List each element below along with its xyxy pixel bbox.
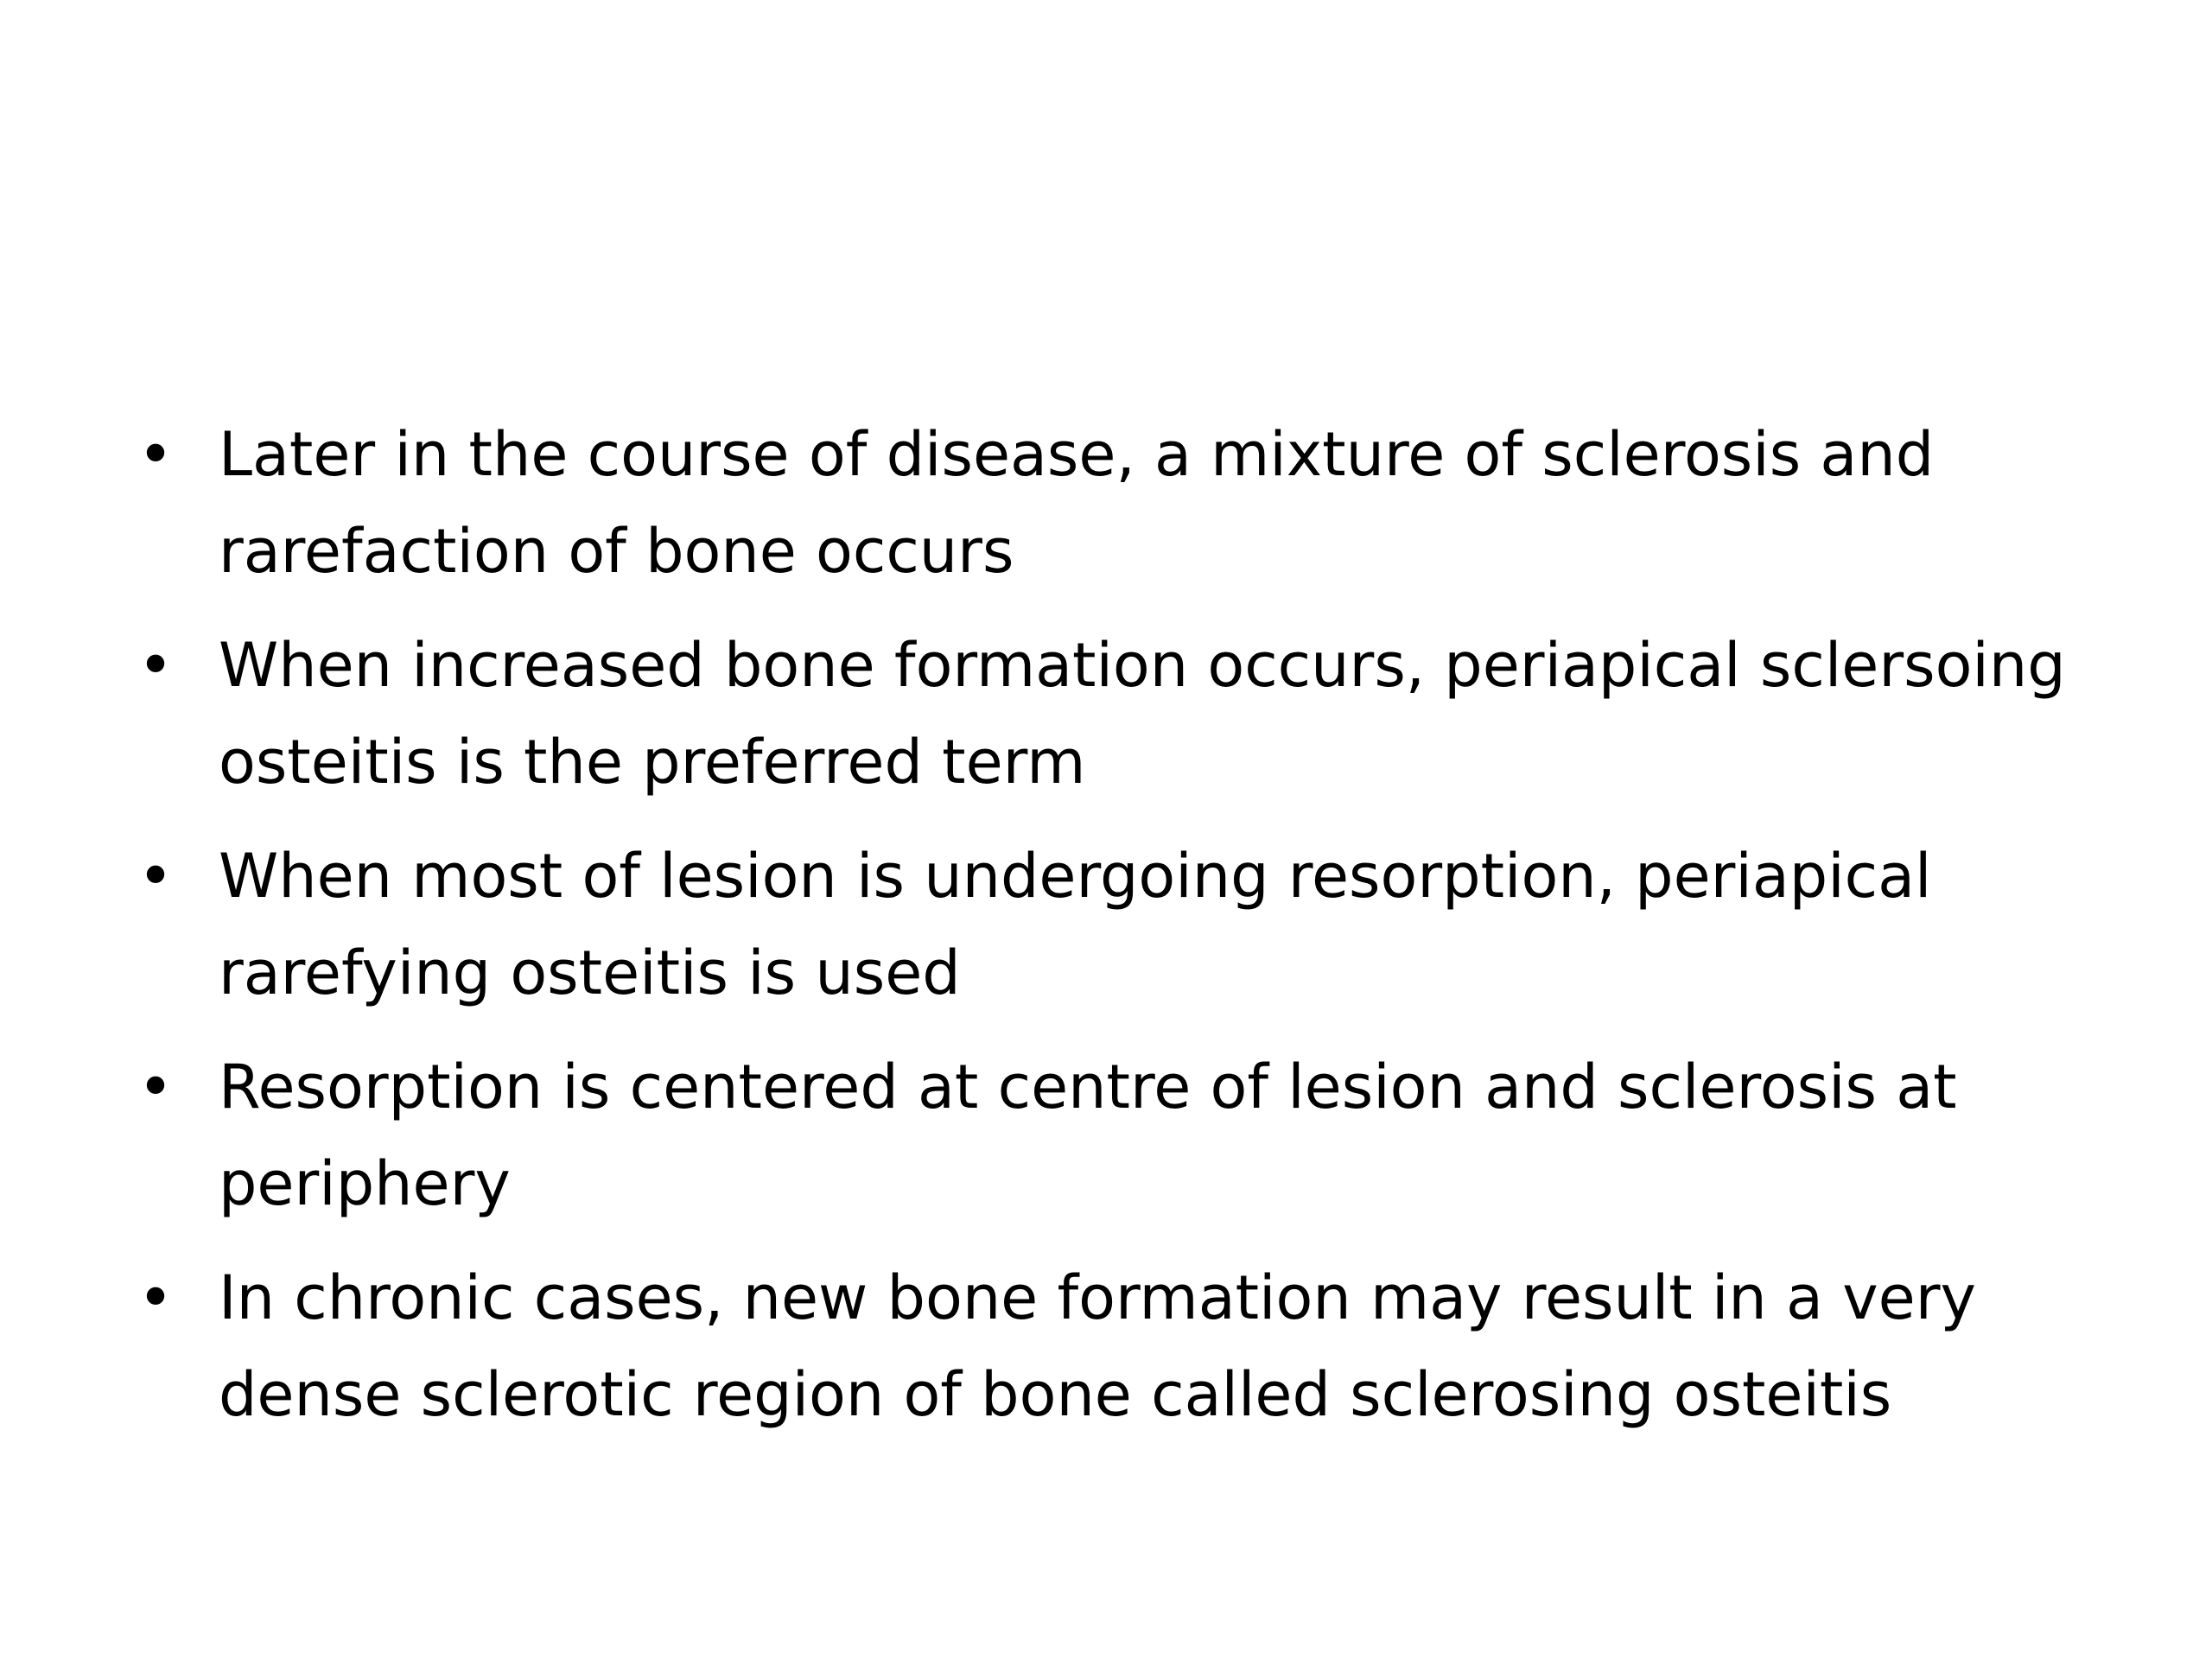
bullet-text: Later in the course of disease, a mixture of sclerosis and rarefaction of bone occurs (219, 419, 1935, 587)
bullet-text: Resorption is centered at centre of lesion and sclerosis at periphery (219, 1052, 1957, 1219)
bullet-item (130, 1249, 2117, 1443)
bullet-dot-icon: • (137, 630, 174, 701)
bullet-text: In chronic cases, new bone formation may result in a very dense sclerotic region of bone called sclerosing osteitis (219, 1262, 1976, 1430)
bullet-item (130, 617, 2117, 810)
bullet-dot-icon: • (137, 1052, 174, 1122)
bullet-item (130, 1039, 2117, 1232)
bullet-item (130, 828, 2117, 1021)
bullet-item (130, 406, 2117, 600)
bullet-dot-icon: • (137, 841, 174, 912)
bullet-dot-icon: • (137, 1262, 174, 1333)
bullet-text: When most of lesion is undergoing resorption, periapical rarefying osteitis is used (219, 841, 1932, 1008)
bullet-text: When increased bone formation occurs, periapical sclersoing osteitis is the preferred term (219, 630, 2066, 798)
bullet-list (130, 406, 2117, 1460)
bullet-dot-icon: • (137, 419, 174, 490)
